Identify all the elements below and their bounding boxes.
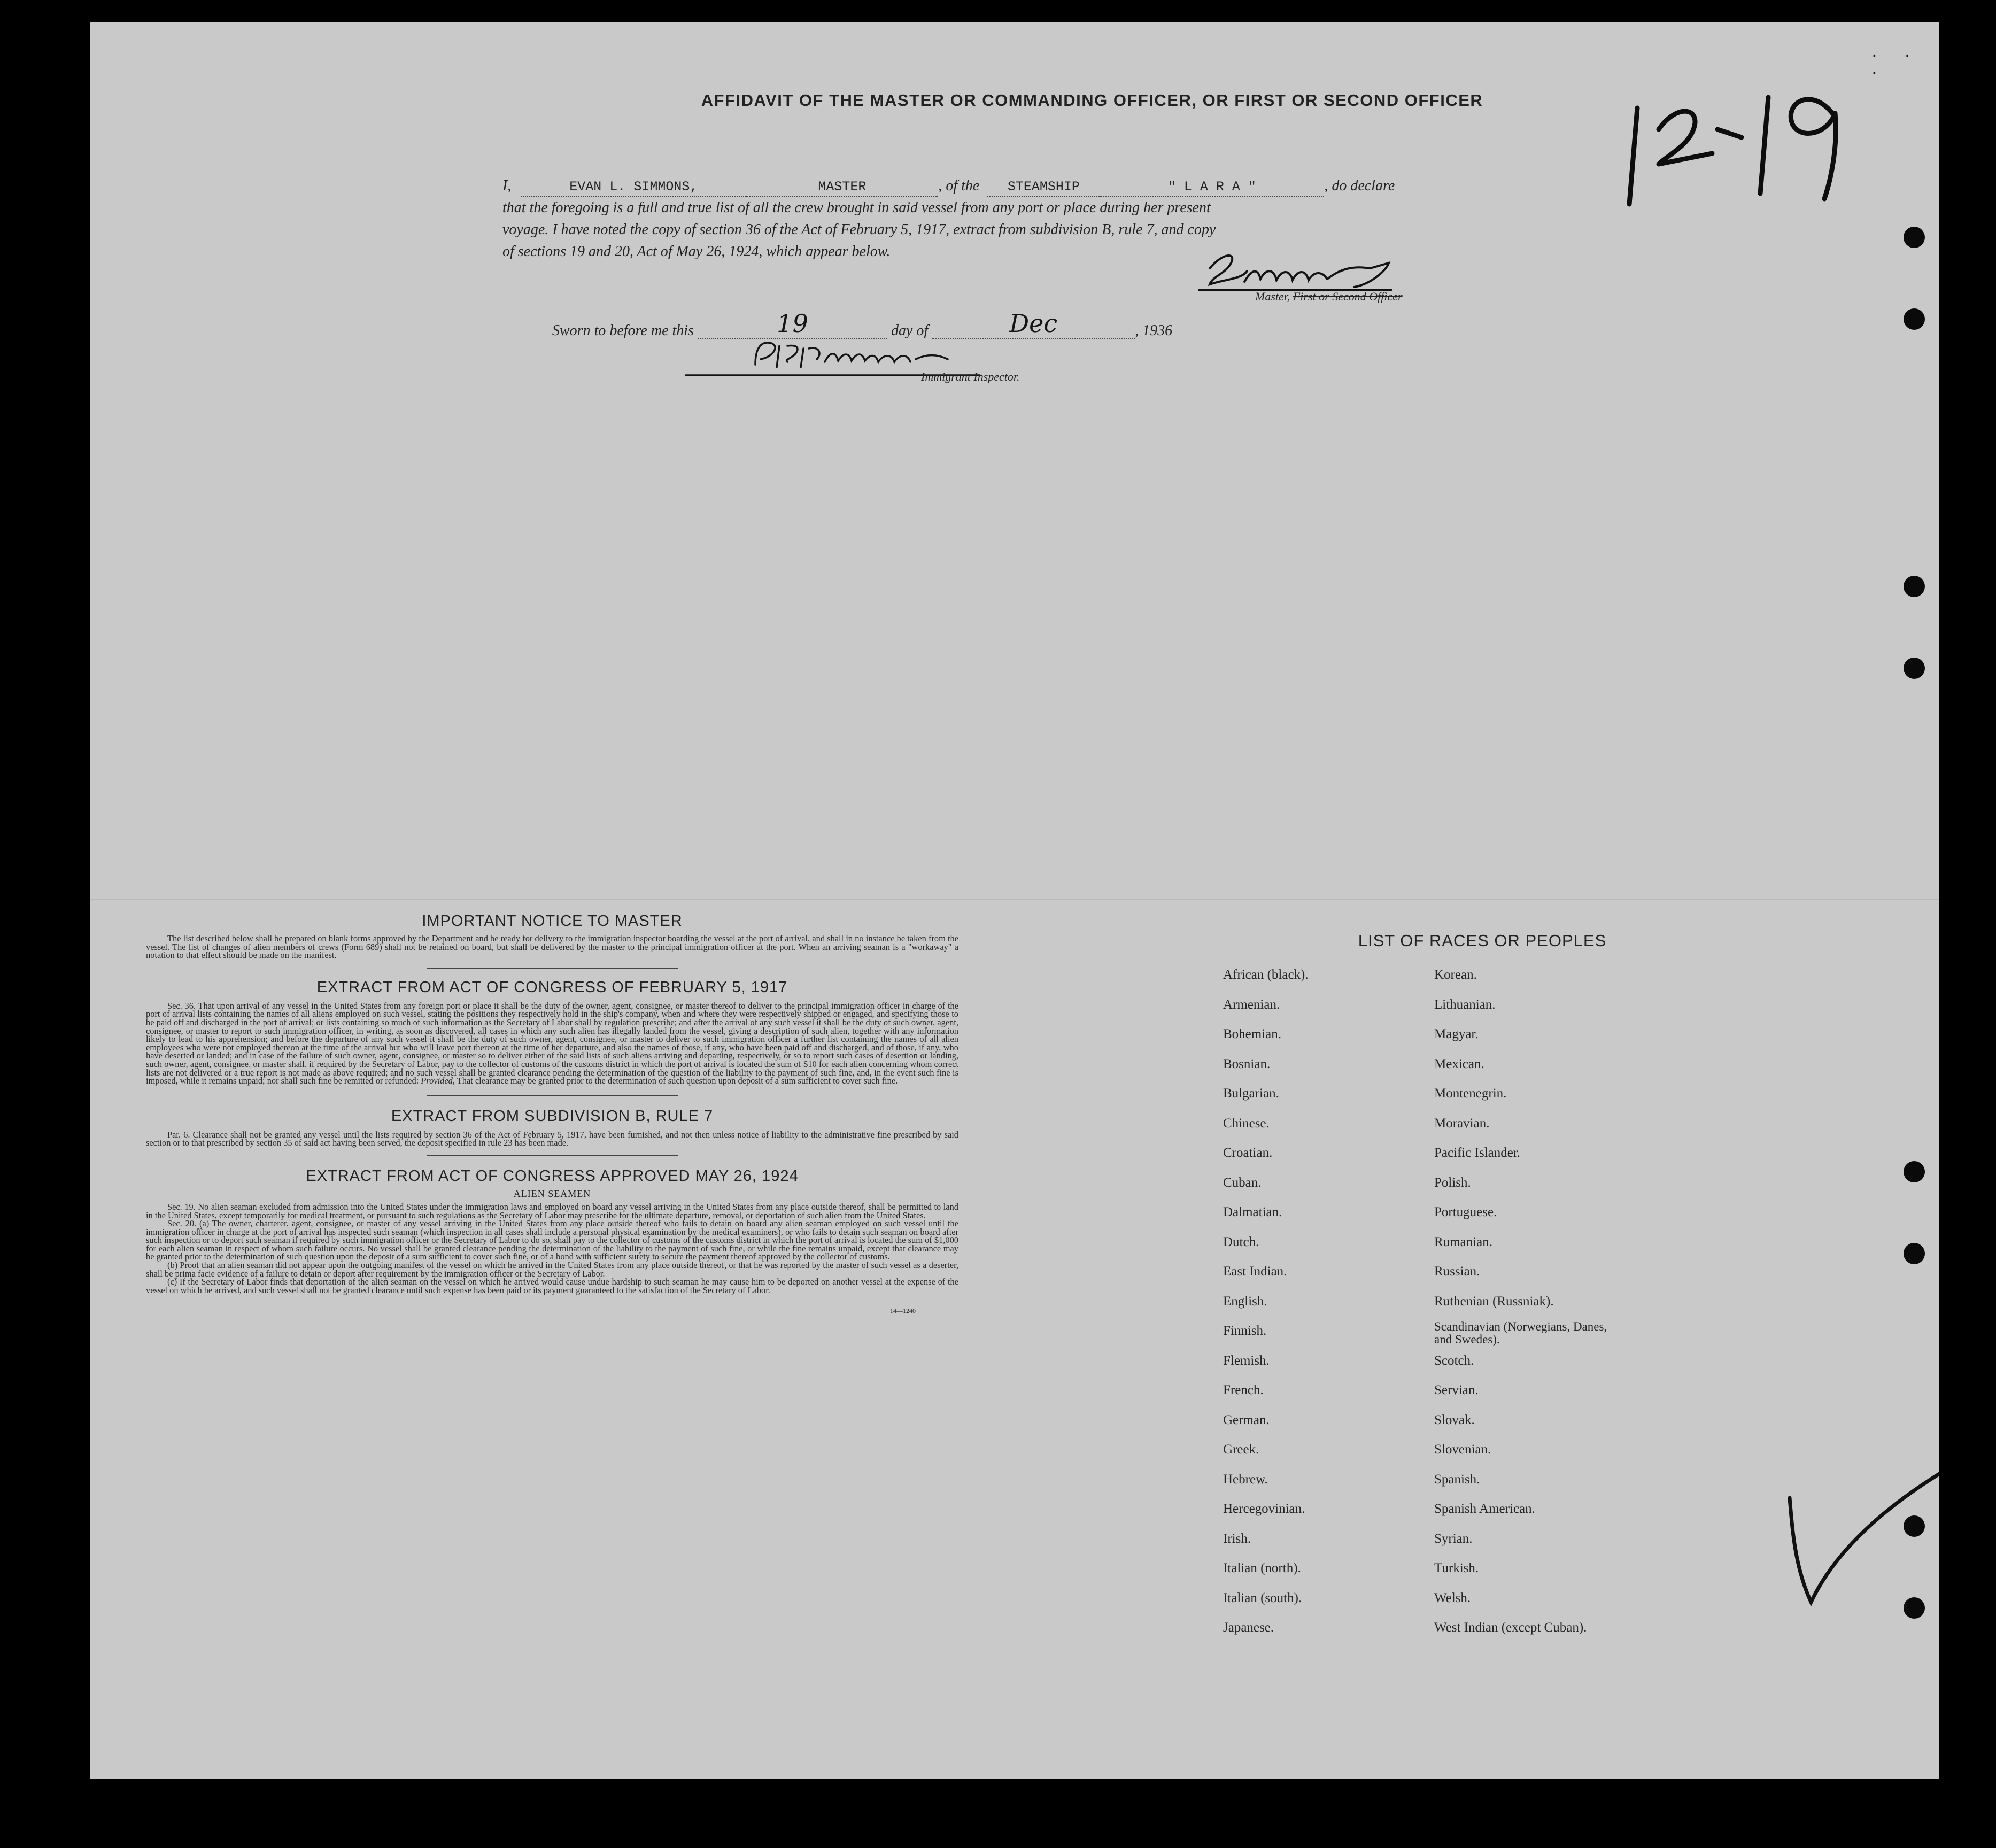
divider (427, 968, 678, 969)
extract-1917-text (146, 1002, 958, 1085)
sec20b-text: (b) Proof that an alien seaman did not appear upon the outgoing manifest of the vessel on which he arrived in the United States from any place outside thereof, or that he was reported by the master of such vessel as a deserter, shall be prima facie evidence of a failure to detain or deport after requirement by the immigration officer or the Secretary of Labor. (146, 1260, 958, 1279)
race-item: Greek. (1223, 1442, 1259, 1457)
inspector-caption: Immigrant Inspector. (921, 370, 1020, 383)
sworn-label: Sworn to before me this (552, 322, 694, 339)
extract-1917-title: EXTRACT FROM ACT OF CONGRESS OF FEBRUARY 5, 1917 (316, 978, 788, 996)
race-item: Pacific Islander. (1434, 1146, 1521, 1160)
race-item: Ruthenian (Russniak). (1434, 1294, 1554, 1309)
race-item: Rumanian. (1434, 1234, 1493, 1249)
day-of-label: day of (891, 322, 929, 339)
extract-rule7-title: EXTRACT FROM SUBDIVISION B, RULE 7 (391, 1107, 714, 1125)
sec36-proviso: That clearance may be granted prior to the determination of such question upon deposit of a sum sufficient to cover such fine. (457, 1076, 898, 1086)
punch-hole (1904, 576, 1925, 597)
race-item: Finnish. (1223, 1324, 1267, 1338)
vessel-type-field: STEAMSHIP (987, 179, 1100, 197)
extract-1924-title: EXTRACT FROM ACT OF CONGRESS APPROVED MAY 26, 1924 (306, 1167, 799, 1185)
race-item: Portuguese. (1434, 1205, 1497, 1219)
race-item: Chinese. (1223, 1116, 1270, 1131)
punch-hole (1904, 1243, 1925, 1264)
race-item: Armenian. (1223, 997, 1280, 1012)
races-list (1223, 968, 1758, 1650)
sec19-text: Sec. 19. No alien seaman excluded from admission into the United States under the immigration laws and employed on board any vessel arriving in the United States from any place outside thereof, shall be permitted to land in the United States, except temporarily for medical treatment, or pursuant to such regulations as the Secretary of Labor may prescribe for the ultimate departure, removal, or deportation of such alien from the United States. (146, 1201, 958, 1220)
race-item: English. (1223, 1294, 1267, 1309)
race-item: West Indian (except Cuban). (1434, 1620, 1587, 1635)
race-item: Italian (north). (1223, 1561, 1301, 1575)
race-item: Slovenian. (1434, 1442, 1491, 1457)
race-item: Cuban. (1223, 1175, 1262, 1190)
race-item: Servian. (1434, 1383, 1479, 1397)
sec20c-text: (c) If the Secretary of Labor finds that deportation of the alien seaman on the vessel on which he arrived would cause undue hardship to such seaman he may cause him to be deported on another vessel at the expense of the vessel on which he arrived, and such vessel shall not be granted clearance until such expense has been paid or its payment guaranteed to the satisfaction of the Secretary of Labor. (146, 1277, 958, 1295)
race-item: Spanish American. (1434, 1502, 1535, 1516)
declaration-line-4: of sections 19 and 20, Act of May 26, 1924, which appear below. (502, 243, 891, 260)
race-item: Bohemian. (1223, 1027, 1282, 1041)
sec36-text: Sec. 36. That upon arrival of any vessel in the United States from any foreign port or place it shall be the duty of the owner, agent, consignee, or master thereof to deliver to the principal immigration officer in charge of the port of arrival lists containing the names of all aliens employed on such vessel, stating the positions they respectively hold in the ship's company, when and where they were respectively shipped or engaged, and specifying those to be paid off and discharged in the port of arrival; or lists containing so much of such information as the Secretary of Labor shall by regulation prescribe; and after the arrival of any such vessel it shall be the duty of such owner, agent, consignee, or master to report to such immigration officer, in writing, as soon as discovered, all cases in which any such alien has illegally landed from the vessel, giving a description of such alien, together with any information likely to lead to his apprehension; and before the departure of any such vessel it shall be the duty of such owner, agent, consignee, or master to deliver to such immigration officer a further list containing the names of all alien employees who were not employed thereon at the time of the arrival but who will leave port thereon at the time of her departure, and also the names of those, if any, who have been paid off and discharged, and of those, if any, who have deserted or landed; and in case of the failure of such owner, agent, consignee, or master so to deliver either of the said lists of such aliens arriving and departing, respectively, or so to report such cases of desertion or landing, such owner, agent, consignee, or master shall, if required by the Secretary of Labor, pay to the collector of customs of the customs district in which the port of arrival is located the sum of $10 for each alien concerning whom correct lists are not delivered or a true report is not made as above required; and no such vessel shall be granted clearance pending the determination of the question of the liability to the payment of such fine, and, in the event such fine is imposed, while it remains unpaid; nor shall such fine be remitted or refunded: (146, 1000, 958, 1086)
races-title: LIST OF RACES OR PEOPLES (1358, 931, 1607, 950)
race-item: Scandinavian (Norwegians, Danes, and Swedes). (1434, 1320, 1607, 1346)
race-item: Spanish. (1434, 1472, 1480, 1487)
master-name-field: EVAN L. SIMMONS, (521, 179, 746, 197)
race-item: Bulgarian. (1223, 1086, 1279, 1101)
race-item: East Indian. (1223, 1264, 1287, 1279)
divider (427, 1155, 678, 1156)
race-item: Scotch. (1434, 1353, 1474, 1368)
divider (427, 1095, 678, 1096)
extract-rule7-text: Par. 6. Clearance shall not be granted any vessel until the lists required by section 36 of the Act of February 5, 1917, have been furnished, and not then unless notice of liability to the administrative fine prescribed by said section or to that prescribed by section 35 of said act having been served, the deposit specified in rule 23 has been made. (146, 1129, 958, 1148)
declare-label: , do declare (1324, 177, 1395, 194)
corner-marks: . . . (1870, 43, 1920, 78)
race-item: Japanese. (1223, 1620, 1274, 1635)
race-item: Syrian. (1434, 1531, 1473, 1546)
notice-text: The list described below shall be prepared on blank forms approved by the Department and be ready for delivery to the immigration inspector boarding the vessel at the port of arrival, and shall in no instance be taken from the vessel. The list of changes of alien members of crews (Form 689) shall not be retained on board, but shall be delivered by the master to the principal immigration officer at the port. When an arriving seaman is a "workaway" a notation to that effect should be made on the manifest. (146, 933, 958, 961)
race-item: German. (1223, 1412, 1270, 1427)
race-item: Bosnian. (1223, 1056, 1271, 1071)
handwritten-number (1608, 49, 1875, 220)
race-item: Dalmatian. (1223, 1205, 1282, 1219)
of-the-label: , of the (938, 177, 980, 194)
check-mark-icon (1774, 1466, 1939, 1610)
master-rank-field: MASTER (746, 179, 938, 197)
race-item: Irish. (1223, 1531, 1251, 1546)
declaration-line-1 (502, 175, 1646, 197)
race-item: Korean. (1434, 968, 1477, 982)
race-item: Montenegrin. (1434, 1086, 1507, 1101)
form-number: 14—1240 (890, 1307, 916, 1315)
race-item: Italian (south). (1223, 1590, 1302, 1605)
declaration-line-3: voyage. I have noted the copy of section 36 of the Act of February 5, 1917, extract from subdivision B, rule 7, and copy (502, 221, 1216, 238)
document-page (90, 22, 1939, 1779)
master-caption (1255, 290, 1403, 304)
race-item: Dutch. (1223, 1234, 1259, 1249)
race-item: Turkish. (1434, 1561, 1479, 1575)
officer-caption-struck: First or Second Officer (1293, 290, 1403, 303)
sworn-day-field: 19 (698, 310, 887, 339)
race-item: Lithuanian. (1434, 997, 1496, 1012)
sworn-year: , 1936 (1135, 322, 1173, 339)
punch-hole (1904, 1161, 1925, 1182)
i-label: I, (502, 177, 512, 194)
race-item: Croatian. (1223, 1146, 1273, 1160)
vessel-name-field: " L A R A " (1100, 179, 1324, 197)
race-item: Polish. (1434, 1175, 1471, 1190)
fold-line (90, 899, 1939, 901)
race-item: French. (1223, 1383, 1264, 1397)
race-item: Hercegovinian. (1223, 1502, 1305, 1516)
race-item: Magyar. (1434, 1027, 1479, 1041)
declaration-line-2: that the foregoing is a full and true list of all the crew brought in said vessel from any port or place during her present (502, 199, 1211, 216)
provided-word: Provided, (421, 1076, 455, 1086)
sworn-month-field: Dec (932, 310, 1135, 339)
race-item: Welsh. (1434, 1590, 1471, 1605)
notice-title: IMPORTANT NOTICE TO MASTER (422, 913, 683, 930)
race-item: Slovak. (1434, 1412, 1475, 1427)
punch-hole (1904, 308, 1925, 330)
affidavit-title: AFFIDAVIT OF THE MASTER OR COMMANDING OFFICER, OR FIRST OR SECOND OFFICER (701, 91, 1483, 110)
race-item: Flemish. (1223, 1353, 1270, 1368)
alien-seamen-heading: ALIEN SEAMEN (513, 1188, 591, 1199)
sec20a-text: Sec. 20. (a) The owner, charterer, agent, consignee, or master of any vessel arriving in the United States from any place outside thereof who fails to detain on board any alien seaman employed on such vessel until the immigration officer in charge at the port of arrival has inspected such seaman (which inspection in all cases shall include a personal physical examination by the medical examiners), or who fails to detain such seaman on board after such inspection or to deport such seaman if required by such immigration officer or the Secretary of Labor to do so, shall pay to the collector of customs of the customs district in which the port of arrival is located the sum of $1,000 for each alien seaman in respect of whom such failure occurs. No vessel shall be granted clearance pending the determination of the liability to the payment of such fine, or while the fine remains unpaid, except that clearance may be granted prior to the determination of such question upon the deposit of a sum sufficient to cover such fine, or of a bond with sufficient surety to secure the payment thereof approved by the collector of customs. (146, 1218, 958, 1262)
race-item: Moravian. (1434, 1116, 1490, 1131)
race-item: Russian. (1434, 1264, 1480, 1279)
race-item: Hebrew. (1223, 1472, 1268, 1487)
master-caption-label: Master, (1255, 290, 1290, 303)
punch-hole (1904, 658, 1925, 679)
punch-hole (1904, 227, 1925, 248)
notice-block (146, 913, 958, 1315)
race-item: Mexican. (1434, 1056, 1484, 1071)
race-item: African (black). (1223, 968, 1309, 982)
